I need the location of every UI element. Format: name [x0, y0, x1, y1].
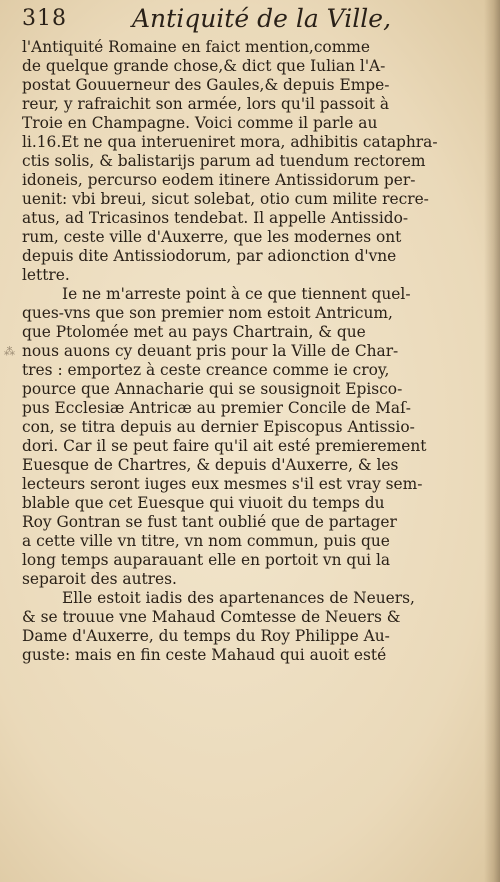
- text-line: uenit: vbi breui, sicut solebat, otio cum milite recre-: [22, 190, 429, 208]
- text-line: tres : emportez à ceste creance comme ie croy,: [22, 361, 390, 379]
- page-number: 318: [22, 6, 67, 31]
- text-line: pource que Annacharie qui se sousignoit Episco-: [22, 380, 403, 398]
- text-line: separoit des autres.: [22, 570, 177, 588]
- body-text: [22, 38, 484, 665]
- text-line: & se trouue vne Mahaud Comtesse de Neuers &: [22, 608, 401, 626]
- running-title: Antiquité de la Ville,: [132, 4, 392, 33]
- text-line: Troie en Champagne. Voici comme il parle au: [22, 114, 378, 132]
- text-line: rum, ceste ville d'Auxerre, que les modernes ont: [22, 228, 402, 246]
- page-header: [22, 4, 472, 38]
- text-line: atus, ad Tricasinos tendebat. Il appelle Antissido-: [22, 209, 409, 227]
- text-line: lettre.: [22, 266, 70, 284]
- text-line: l'Antiquité Romaine en faict mention,comme: [22, 38, 370, 56]
- text-line: con, se titra depuis au dernier Episcopus Antissio-: [22, 418, 415, 436]
- text-line: Dame d'Auxerre, du temps du Roy Philippe Au-: [22, 627, 390, 645]
- text-line: blable que cet Euesque qui viuoit du temps du: [22, 494, 385, 512]
- text-line: Euesque de Chartres, & depuis d'Auxerre, & les: [22, 456, 399, 474]
- page-edge-shadow: [484, 0, 500, 882]
- text-line: Elle estoit iadis des apartenances de Neuers,: [62, 589, 415, 607]
- text-line: nous auons cy deuant pris pour la Ville de Char-: [22, 342, 399, 360]
- text-line: Ie ne m'arreste point à ce que tiennent quel-: [62, 285, 411, 303]
- text-line: guste: mais en fin ceste Mahaud qui auoit esté: [22, 646, 387, 664]
- text-line: que Ptolomée met au pays Chartrain, & que: [22, 323, 366, 341]
- text-line: reur, y rafraichit son armée, lors qu'il passoit à: [22, 95, 390, 113]
- text-line: a cette ville vn titre, vn nom commun, puis que: [22, 532, 390, 550]
- text-line: depuis dite Antissiodorum, par adionction d'vne: [22, 247, 397, 265]
- text-line: Roy Gontran se fust tant oublié que de partager: [22, 513, 397, 531]
- text-line: pus Ecclesiæ Antricæ au premier Concile de Maſ-: [22, 399, 411, 417]
- text-line: long temps auparauant elle en portoit vn qui la: [22, 551, 391, 569]
- text-line: postat Gouuerneur des Gaules,& depuis Empe-: [22, 76, 390, 94]
- text-line: ques-vns que son premier nom estoit Antricum,: [22, 304, 393, 322]
- text-line: lecteurs seront iuges eux mesmes s'il est vray sem-: [22, 475, 423, 493]
- text-line: idoneis, percurso eodem itinere Antissidorum per-: [22, 171, 416, 189]
- text-line: dori. Car il se peut faire qu'il ait esté premierement: [22, 437, 427, 455]
- text-line: de quelque grande chose,& dict que Iulian l'A-: [22, 57, 386, 75]
- text-line: ctis solis, & balistarijs parum ad tuendum rectorem: [22, 152, 426, 170]
- margin-mark: ⁂: [4, 345, 15, 358]
- text-line: li.16.Et ne qua interueniret mora, adhibitis cataphra-: [22, 133, 438, 151]
